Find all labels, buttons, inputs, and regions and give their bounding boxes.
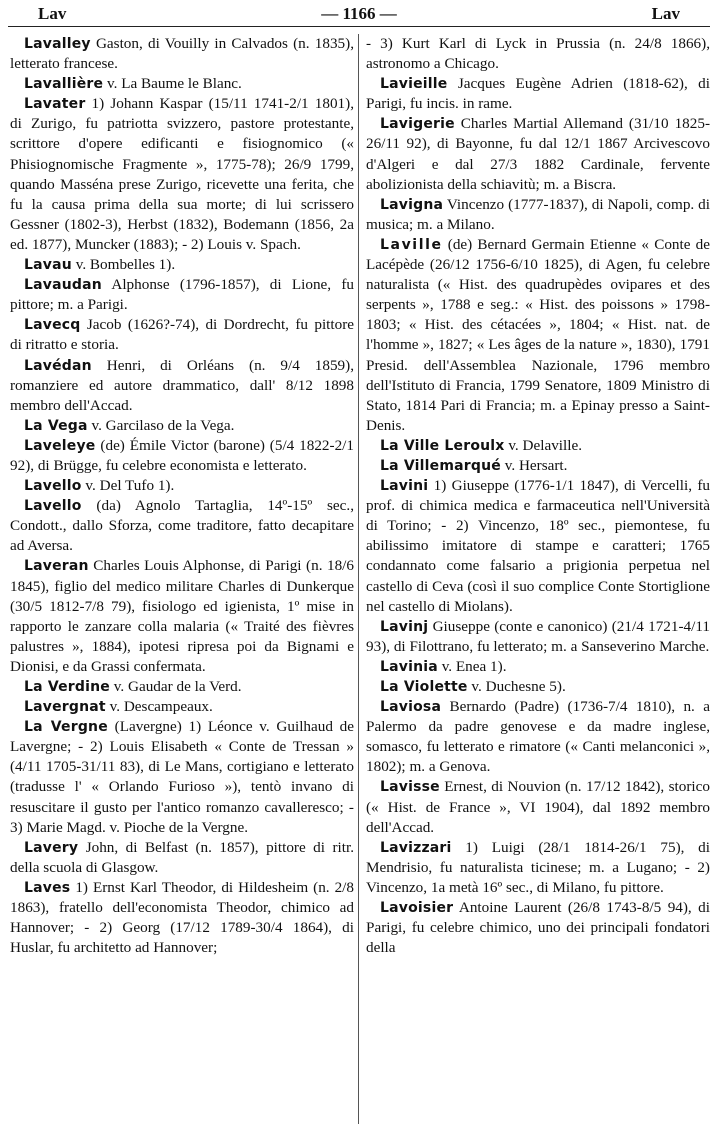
dictionary-entry	[10, 315, 354, 355]
entry-headword: Laviosa	[380, 699, 442, 716]
dictionary-entry	[10, 356, 354, 416]
entry-headword: Lavinia	[380, 658, 438, 675]
entry-text: v. La Baume le Blanc.	[103, 75, 242, 93]
dictionary-entry	[10, 34, 354, 74]
entry-text: Giuseppe (conte e canonico) (21/4 1721-4/11 93), di Filottrano, fu letterato; m. a Sanseverino Marche.	[366, 617, 710, 655]
entry-headword: Lavecq	[24, 317, 81, 334]
dictionary-entry	[366, 195, 710, 235]
dictionary-entry	[10, 255, 354, 275]
dictionary-entry	[10, 697, 354, 717]
dictionary-entry	[366, 898, 710, 958]
entry-text: John, di Belfast (n. 1857), pittore di ritr. della scuola di Glasgow.	[10, 838, 354, 876]
dictionary-entry	[366, 436, 710, 456]
entry-text: v. Duchesne 5).	[467, 678, 566, 695]
dictionary-entry	[10, 275, 354, 315]
dictionary-entry	[366, 697, 710, 777]
entry-text: Charles Martial Allemand (31/10 1825-26/11 92), di Bayonne, fu dal 12/1 1867 Arcivescovo d'Algeri e dal 27/3 1882 Cardinale, fervente abolizionista della schiavitù; m. a Biscra.	[366, 115, 710, 193]
entry-text: v. Gaudar de la Verd.	[110, 678, 242, 695]
dictionary-entry	[10, 838, 354, 878]
entry-headword: Lavau	[24, 257, 72, 274]
entry-headword: La Vergne	[24, 719, 108, 736]
entry-text: 1) Johann Kaspar (15/11 1741-2/1 1801), di Zurigo, fu patriotta svizzero, pastore protestante, scrittore d'opere edificanti e fisiognomico (« Phisiognomische Fragmente », 1775-78); 26/9 1799, quando Masséna prese Zurigo, ricevette una ferita, che fu la causa prima della sua morte; di lui scrissero Gessner (1802-3), Herbst (1832), Bodemann (1856, 2a ed. 1877), Muncker (1883); - 2) Louis v. Spach.	[10, 95, 354, 253]
entry-text: v. Garcilaso de la Vega.	[87, 416, 235, 434]
entry-text: (da) Agnolo Tartaglia, 14º-15º sec., Condott., dallo Sforza, come traditore, fatto decapitare ad Aversa.	[10, 497, 354, 555]
entry-text: 1) Luigi (28/1 1814-26/1 75), di Mendrisio, fu naturalista ticinese; m. a Lugano; - 2) Vincenzo, 1a metà 16º sec., di Milano, fu pittore.	[366, 838, 710, 896]
continuation-text: - 3) Kurt Karl di Lyck in Prussia (n. 24/8 1866), astronomo a Chicago.	[366, 35, 710, 73]
entry-headword: Lavery	[24, 839, 79, 856]
entry-headword: Lavieille	[380, 76, 448, 93]
dictionary-entry	[10, 74, 354, 94]
entry-text: Alphonse (1796-1857), di Lione, fu pittore; m. a Parigi.	[10, 276, 354, 314]
entry-headword: Lavédan	[24, 357, 92, 374]
dictionary-entry	[366, 114, 710, 194]
dictionary-entry	[366, 456, 710, 476]
header-left-guideword: Lav	[38, 4, 67, 23]
column-divider	[358, 34, 359, 1124]
dictionary-entry	[366, 235, 710, 436]
entry-text: Jacques Eugène Adrien (1818-62), di Parigi, fu incis. in rame.	[366, 75, 710, 113]
entry-headword: La Violette	[380, 679, 468, 695]
entry-headword: Lavizzari	[380, 839, 452, 856]
entry-text: (Lavergne) 1) Léonce v. Guilhaud de Lavergne; - 2) Louis Elisabeth « Conte de Tressan » (4/11 1705-31/11 83), di Le Mans, cortigiano e letterato (tradusse l' « Orlando Furioso »), tentò invano di resuscitare il gusto per l'antico romanzo cavalleresco; - 3) Marie Magd. v. Pioche de la Vergne.	[10, 718, 354, 836]
entry-headword: La Ville Leroulx	[380, 437, 505, 454]
entry-text: Gaston, di Vouilly in Calvados (n. 1835), letterato francese.	[10, 35, 354, 73]
entry-headword: Lavergnat	[24, 699, 106, 716]
entry-headword: La Vega	[24, 417, 88, 434]
entry-text: (de) Bernard Germain Etienne « Conte de Lacépède (26/12 1756-6/10 1825), di Agen, fu celebre naturalista (« Hist. des quadrupèdes ovipares et des serpents », 1788 e seg.: « Hist. des poissons » 1798-1803; « Hist. des cétacées », 1804; « Hist. nat. de l'homme », 1827; « Les âges de la nature », 1830), 1791 Presid. dell'Assemblea Nazionale, 1796 membro dell'Istituto di Francia, 1799 Senatore, 1809 Ministro di Stato, 1814 Pari di Francia; m. a Epinay presso a Saint-Denis.	[366, 235, 710, 434]
entry-text: v. Delaville.	[504, 436, 582, 454]
entry-headword: Lavaudan	[24, 277, 102, 294]
entry-headword: Laveleye	[24, 437, 96, 454]
entry-text: Henri, di Orléans (n. 9/4 1859), romanziere ed autore drammatico, dall' 8/12 1898 membro dell'Accad.	[10, 356, 354, 414]
entry-headword: Lavoisier	[380, 900, 454, 917]
entry-text: v. Enea 1).	[437, 657, 507, 675]
entry-text: Bernardo (Padre) (1736-7/4 1810), n. a Palermo da padre genovese e da madre inglese, somasco, fu letterato e rimatore (« Canti melanconici », 1802); m. a Genova.	[366, 698, 710, 776]
entry-headword: Lavater	[24, 96, 86, 113]
dictionary-entry	[10, 556, 354, 677]
entry-headword: La Verdine	[24, 679, 110, 695]
entry-headword: Lavello	[24, 478, 82, 495]
entry-text: v. Bombelles 1).	[71, 256, 176, 274]
entry-headword: Laville	[380, 236, 443, 253]
entry-headword: Laves	[24, 879, 71, 896]
entry-text: Jacob (1626?-74), di Dordrecht, fu pittore di ritratto e storia.	[10, 316, 354, 354]
dictionary-entry	[366, 617, 710, 657]
entry-text: v. Del Tufo 1).	[81, 477, 175, 495]
entry-headword: Lavigna	[380, 196, 444, 213]
dictionary-entry	[10, 878, 354, 958]
entry-headword: Lavallière	[24, 76, 104, 93]
page-header	[8, 2, 710, 27]
entry-text: v. Hersart.	[500, 456, 568, 474]
entry-headword: La Villemarqué	[380, 457, 501, 474]
dictionary-entry	[366, 657, 710, 677]
dictionary-entry	[366, 677, 710, 697]
entry-headword: Lavini	[380, 478, 429, 495]
entry-headword: Lavisse	[380, 779, 440, 796]
dictionary-entry	[10, 677, 354, 697]
dictionary-entry	[10, 436, 354, 476]
entry-text: (de) Émile Victor (barone) (5/4 1822-2/1 92), di Brügge, fu celebre economista e letterato.	[10, 436, 354, 474]
right-column	[366, 34, 710, 1124]
dictionary-entry	[366, 74, 710, 114]
dictionary-entry	[10, 476, 354, 496]
dictionary-entry	[10, 496, 354, 556]
dictionary-entry	[10, 94, 354, 255]
left-column	[10, 34, 354, 1124]
entry-text: 1) Ernst Karl Theodor, di Hildesheim (n. 2/8 1863), fratello dell'economista Theodor, chimico ad Hannover; - 2) Georg (17/12 1789-30/4 1864), di Huslar, fu architetto ad Hannover;	[10, 878, 354, 957]
entry-text: Charles Louis Alphonse, di Parigi (n. 18/6 1845), figlio del medico militare Charles di Dunkerque (30/5 1812-7/8 79), fisiologo ed igienista, 1º mise in rapporto le zanzare colla malaria (« Traité des fièvres palustres », 1884), ipotesi ripresa poi da Bignami e Dionisi, e da Grassi confermata.	[10, 557, 354, 675]
entry-headword: Lavello	[24, 498, 82, 515]
dictionary-entry	[366, 777, 710, 837]
entry-text: Antoine Laurent (26/8 1743-8/5 94), di Parigi, fu celebre chimico, uno dei principali fondatori della	[366, 899, 710, 957]
dictionary-entry	[10, 416, 354, 436]
page-number: — 1166 —	[321, 4, 397, 23]
entry-text: v. Descampeaux.	[105, 698, 213, 716]
entry-text: Ernest, di Nouvion (n. 17/12 1842), storico (« Hist. de France », VI 1904), dal 1892 membro dell'Accad.	[366, 778, 710, 836]
entry-text: 1) Giuseppe (1776-1/1 1847), di Vercelli, fu prof. di chimica medica e farmaceutica nell'Università di Torino; - 2) Vincenzo, 18º sec., piemontese, fu abilissimo imitatore di stampe e caratteri; 1765 condannato come falsario a prigionia perpetua nel castello di Ceva (così il suo complice Conte Stortiglione nel castello di Miolans).	[366, 477, 710, 615]
entry-headword: Lavigerie	[380, 116, 455, 133]
header-right-guideword: Lav	[651, 4, 680, 23]
entry-headword: Laveran	[24, 558, 89, 575]
dictionary-entry	[366, 838, 710, 898]
entry-headword: Lavalley	[24, 36, 91, 52]
dictionary-entry	[10, 717, 354, 838]
entry-text: Vincenzo (1777-1837), di Napoli, comp. di musica; m. a Milano.	[366, 195, 710, 233]
dictionary-entry	[366, 476, 710, 617]
entry-headword: Lavinj	[380, 618, 429, 635]
